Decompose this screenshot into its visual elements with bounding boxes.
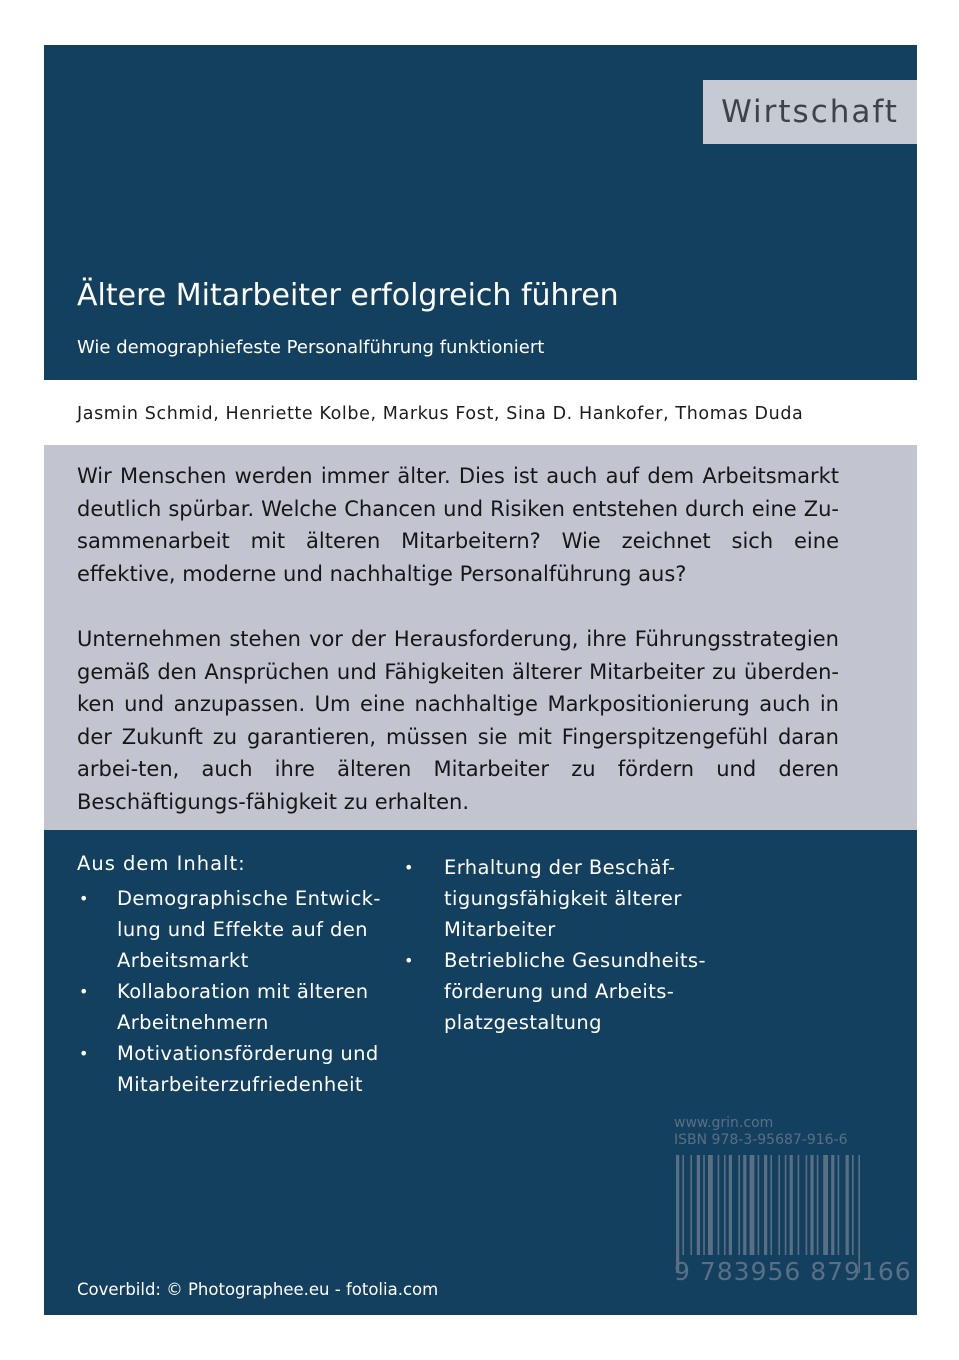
list-item-line: Erhaltung der Beschäf- (444, 856, 676, 879)
list-item-line: Arbeitsmarkt (117, 949, 249, 972)
cover-image-credit: Coverbild: © Photographee.eu - fotolia.com (77, 1280, 439, 1299)
barcode-bar (724, 1155, 726, 1255)
barcode-digits: 9 783956 879166 (674, 1257, 912, 1286)
barcode-bar (703, 1155, 705, 1255)
list-item-line: tigungsfähigkeit älterer (444, 887, 682, 910)
bullet-icon: • (404, 951, 414, 970)
isbn-number: ISBN 978-3-95687-916-6 (674, 1132, 848, 1148)
barcode-bar (764, 1155, 767, 1255)
book-subtitle: Wie demographiefeste Personalführung funktioniert (77, 337, 545, 358)
barcode-bar (690, 1155, 692, 1255)
list-item-line: Motivationsförderung und (117, 1042, 379, 1065)
barcode-bar (750, 1155, 755, 1255)
barcode-bar (758, 1155, 760, 1255)
barcode-bar (770, 1155, 772, 1255)
list-item-line: Arbeitnehmern (117, 1011, 269, 1034)
list-item (77, 976, 387, 1038)
bullet-icon: • (79, 1044, 89, 1063)
authors-strip (44, 380, 917, 445)
barcode-bar (778, 1155, 780, 1255)
list-item (77, 883, 387, 976)
barcode-bar (806, 1155, 808, 1255)
blurb-panel (44, 445, 917, 830)
barcode-bar (838, 1155, 840, 1255)
list-item-line: Demographische Entwick- (117, 887, 381, 910)
list-item-line: Betriebliche Gesundheits- (444, 949, 706, 972)
barcode-bar (729, 1155, 732, 1255)
barcode-bar (823, 1155, 828, 1255)
barcode-bar (817, 1155, 819, 1255)
barcode-bar (785, 1155, 787, 1255)
list-item-line: Mitarbeiterzufriedenheit (117, 1073, 363, 1096)
barcode-bar (858, 1155, 860, 1273)
barcode-bar (697, 1155, 700, 1255)
bullet-icon: • (404, 858, 414, 877)
list-item (77, 1038, 387, 1100)
barcode-bar (738, 1155, 740, 1255)
contents-list-left (77, 883, 387, 1100)
list-item-line: förderung und Arbeits- (444, 980, 675, 1003)
contents-list-right (404, 852, 724, 1038)
author-list: Jasmin Schmid, Henriette Kolbe, Markus Fost, Sina D. Hankofer, Thomas Duda (77, 404, 804, 424)
list-item (404, 945, 724, 1038)
barcode-bar (810, 1155, 813, 1255)
barcode-bar (718, 1155, 720, 1255)
blurb-paragraph-2: Unternehmen stehen vor der Herausforderung, ihre Führungsstrategien gemäß den Ansprüchen und Fähigkeiten älterer Mitarbeiter zu überden-ken und anzupassen. Um eine nachhaltige Markpositionierung auch in der Zukunft zu garantieren, müssen sie mit Fingerspitzengefühl daran arbei-ten, auch ihre älteren Mitarbeiter zu fördern und deren Beschäftigungs-fähigkeit zu erhalten. (77, 627, 839, 814)
book-title: Ältere Mitarbeiter erfolgreich führen (77, 278, 619, 313)
header-panel (44, 45, 917, 380)
barcode-bar (743, 1155, 746, 1255)
barcode-bar (708, 1155, 713, 1255)
barcode-bar (676, 1155, 679, 1273)
bullet-icon: • (79, 889, 89, 908)
bullet-icon: • (79, 982, 89, 1001)
barcode-bar (852, 1155, 854, 1255)
barcode-bar (798, 1155, 800, 1255)
barcode-bar (682, 1155, 684, 1255)
category-label: Wirtschaft (703, 80, 917, 144)
list-item-line: platzgestaltung (444, 1011, 602, 1034)
list-item-line: lung und Effekte auf den (117, 918, 368, 941)
book-back-cover (44, 45, 917, 1315)
barcode-image (674, 1155, 896, 1273)
barcode-bar (790, 1155, 793, 1255)
list-item-line: Mitarbeiter (444, 918, 556, 941)
barcode-bar (846, 1155, 849, 1255)
publisher-website: www.grin.com (674, 1115, 774, 1131)
list-item (404, 852, 724, 945)
barcode-bar (831, 1155, 834, 1255)
blurb-paragraph-1: Wir Menschen werden immer älter. Dies ist auch auf dem Arbeitsmarkt deutlich spürbar. Welche Chancen und Risiken entstehen durch eine Zu-sammenarbeit mit älteren Mitarbeitern? Wie zeichnet sich eine effektive, moderne und nachhaltige Personalführung aus? (77, 464, 839, 586)
list-item-line: Kollaboration mit älteren (117, 980, 369, 1003)
contents-heading: Aus dem Inhalt: (77, 852, 246, 875)
